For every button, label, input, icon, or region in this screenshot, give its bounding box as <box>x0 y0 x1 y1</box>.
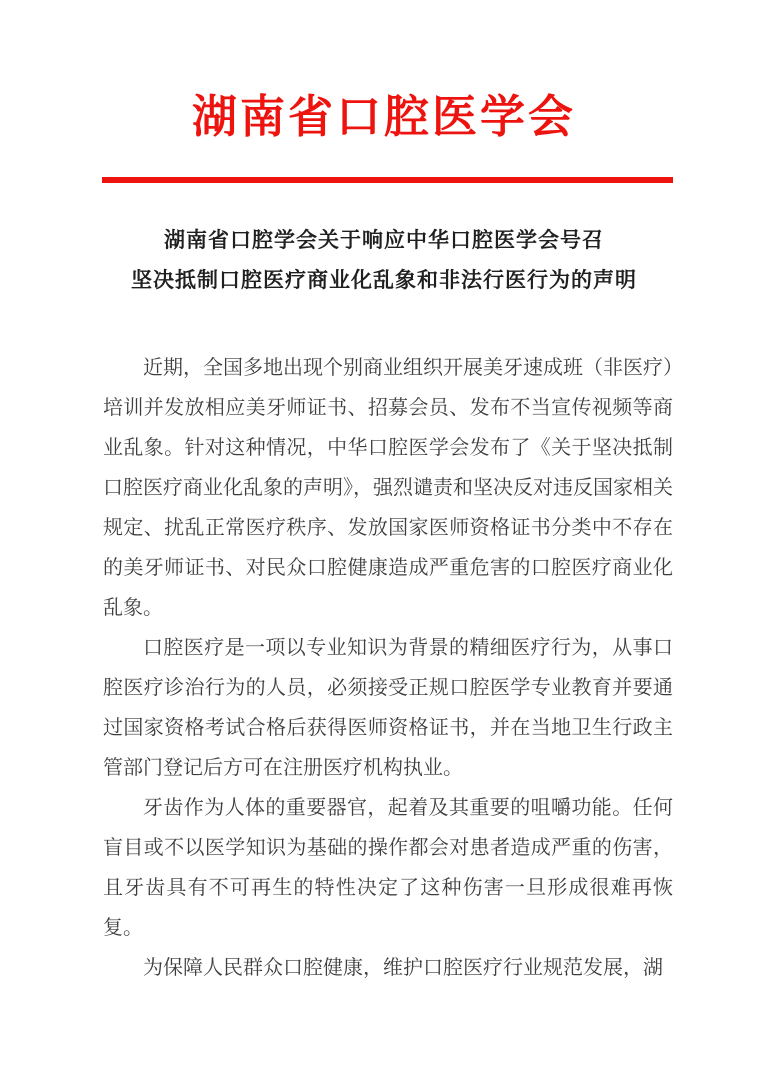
body-paragraph: 为保障人民群众口腔健康，维护口腔医疗行业规范发展，湖 <box>143 957 663 979</box>
document-title <box>0 220 768 300</box>
document-title-line2: 坚决抵制口腔医疗商业化乱象和非法行医行为的声明 <box>131 268 637 292</box>
body-paragraph: 口腔医疗是一项以专业知识为背景的精细医疗行为，从事口腔医疗诊治行为的人员，必须接受正规口腔医学专业教育并要通过国家资格考试合格后获得医师资格证书，并在当地卫生行政主管部门登记后方可在注册医疗机构执业。 <box>103 637 673 779</box>
document-title-line1: 湖南省口腔学会关于响应中华口腔医学会号召 <box>164 228 604 252</box>
document-body <box>103 348 673 988</box>
letterhead-divider <box>102 177 673 183</box>
body-paragraph: 牙齿作为人体的重要器官，起着及其重要的咀嚼功能。任何盲目或不以医学知识为基础的操作都会对患者造成严重的伤害，且牙齿具有不可再生的特性决定了这种伤害一旦形成很难再恢复。 <box>103 797 673 939</box>
body-paragraph: 近期，全国多地出现个别商业组织开展美牙速成班（非医疗）培训并发放相应美牙师证书、招募会员、发布不当宣传视频等商业乱象。针对这种情况，中华口腔医学会发布了《关于坚决抵制口腔医疗商业化乱象的声明》，强烈谴责和坚决反对违反国家相关规定、扰乱正常医疗秩序、发放国家医师资格证书分类中不存在的美牙师证书、对民众口腔健康造成严重危害的口腔医疗商业化乱象。 <box>103 357 673 619</box>
letterhead-org-name: 湖南省口腔医学会 <box>191 92 576 142</box>
